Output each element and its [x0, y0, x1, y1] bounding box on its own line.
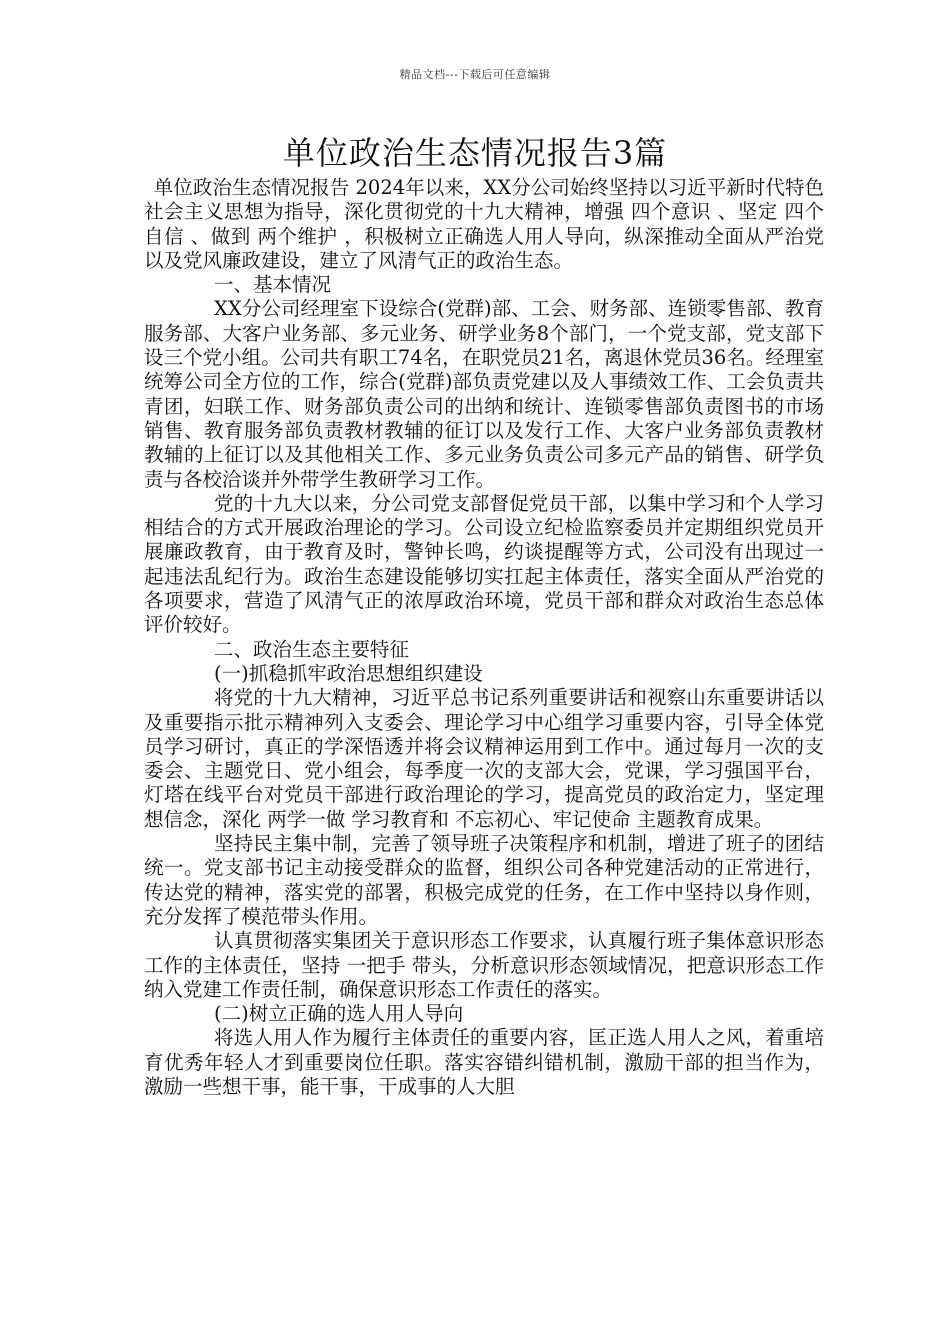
document-title: 单位政治生态情况报告3篇 — [282, 134, 668, 172]
body-paragraph: XX分公司经理室下设综合(党群)部、工会、财务部、连锁零售部、教育服务部、大客户业务部、多元业务、研学业务8个部门，一个党支部，党支部下设三个党小组。公司共有职工74名，在职党员21名，离退休党员36名。经理室统筹公司全方位的工作，综合(党群)部负责党建以及人事绩效工作、工会负责共青团，妇联工作、财务部负责公司的出纳和统计、连锁零售部负责图书的市场销售、教育服务部负责教材教辅的征订以及发行工作、大客户业务部负责教材教辅的上征订以及其他相关工作、多元业务负责公司多元产品的销售、研学负责与各校洽谈并外带学生教研学习工作。 — [144, 297, 824, 491]
body-paragraph: 认真贯彻落实集团关于意识形态工作要求，认真履行班子集体意识形态工作的主体责任，坚持 一把手 带头，分析意识形态领域情况，把意识形态工作纳入党建工作责任制，确保意识形态工作责任的落实。 — [144, 929, 824, 1001]
intro-paragraph: 单位政治生态情况报告 2024年以来，XX分公司始终坚持以习近平新时代特色社会主义思想为指导，深化贯彻党的十九大精神，增强 四个意识 、坚定 四个自信 、做到 两个维护 ，积极树立正确选人用人导向，纵深推动全面从严治党以及党风廉政建设，建立了风清气正的政治生态。 — [144, 176, 824, 272]
body-paragraph: 将选人用人作为履行主体责任的重要内容，匡正选人用人之风，着重培育优秀年轻人才到重要岗位任职。落实容错纠错机制，激励干部的担当作为，激励一些想干事，能干事，干成事的人大胆 — [144, 1026, 824, 1098]
body-paragraph: 坚持民主集中制，完善了领导班子决策程序和机制，增进了班子的团结统一。党支部书记主动接受群众的监督，组织公司各种党建活动的正常进行，传达党的精神，落实党的部署，积极完成党的任务，在工作中坚持以身作则，充分发挥了模范带头作用。 — [144, 832, 824, 928]
body-paragraph: 党的十九大以来，分公司党支部督促党员干部，以集中学习和个人学习相结合的方式开展政治理论的学习。公司设立纪检监察委员并定期组织党员开展廉政教育，由于教育及时，警钟长鸣，约谈提醒等方式，公司没有出现过一起违法乱纪行为。政治生态建设能够切实扛起主体责任，落实全面从严治党的各项要求，营造了风清气正的浓厚政治环境，党员干部和群众对政治生态总体评价较好。 — [144, 491, 824, 637]
subsection-heading: (一)抓稳抓牢政治思想组织建设 — [214, 661, 483, 685]
subsection-heading: (二)树立正确的选人用人导向 — [214, 1002, 464, 1026]
section-heading: 一、基本情况 — [214, 273, 332, 297]
header-note: 精品文档---下载后可任意编辑 — [399, 68, 551, 81]
body-paragraph: 将党的十九大精神，习近平总书记系列重要讲话和视察山东重要讲话以及重要指示批示精神列入支委会、理论学习中心组学习重要内容，引导全体党员学习研讨，真正的学深悟透并将会议精神运用到工作中。通过每月一次的支委会、主题党日、党小组会，每季度一次的支部大会，党课，学习强国平台，灯塔在线平台对党员干部进行政治理论的学习，提高党员的政治定力，坚定理想信念，深化 两学一做 学习教育和 不忘初心、牢记使命 主题教育成果。 — [144, 686, 824, 831]
section-heading: 二、政治生态主要特征 — [214, 637, 410, 661]
document-body — [144, 176, 824, 1099]
